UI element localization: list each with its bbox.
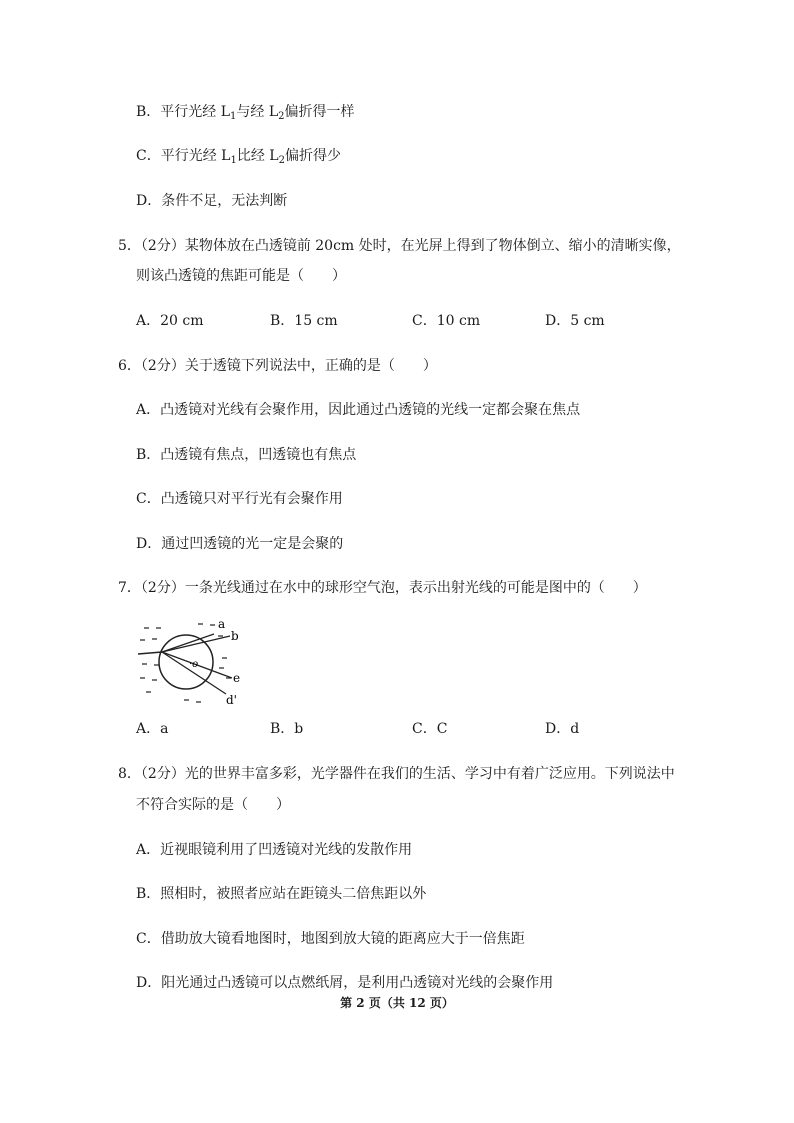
q8-option-b: B．照相时，被照者应站在距镜头二倍焦距以外	[136, 886, 427, 902]
label-a: a	[218, 617, 226, 631]
q8-option-a: A．近视眼镜利用了凹透镜对光线的发散作用	[136, 842, 413, 858]
label-o: ·o	[189, 659, 199, 670]
q4-option-d: D．条件不足，无法判断	[136, 193, 288, 209]
q4-option-c-pre: C．平行光经 L	[136, 148, 231, 164]
q5-option-a: A．20 cm	[136, 313, 204, 329]
q8-stem-line1: 8．（2分）光的世界丰富多彩，光学器件在我们的生活、学习中有着广泛应用。下列说法中	[118, 766, 675, 782]
q4-option-c	[136, 146, 341, 166]
page-footer: 第 2 页（共 12 页）	[340, 996, 454, 1010]
q6-option-a: A．凸透镜对光线有会聚作用，因此通过凸透镜的光线一定都会聚在焦点	[136, 402, 581, 418]
q4-option-b	[136, 102, 355, 122]
q4-option-c-mid: 比经 L	[236, 148, 279, 164]
q6-option-b: B．凸透镜有焦点，凹透镜也有焦点	[136, 447, 357, 463]
subscript: 1	[230, 111, 237, 122]
q5-stem-line2: 则该凸透镜的焦距可能是（ ）	[136, 268, 346, 284]
q8-option-d: D．阳光通过凸透镜可以点燃纸屑，是利用凸透镜对光线的会聚作用	[136, 975, 554, 991]
q8-option-c: C．借助放大镜看地图时，地图到放大镜的距离应大于一倍焦距	[136, 931, 525, 947]
label-b: b	[231, 629, 239, 643]
incident-ray	[138, 652, 162, 654]
subscript: 1	[230, 155, 237, 166]
label-d: d'	[226, 693, 237, 707]
q6-option-c: C．凸透镜只对平行光有会聚作用	[136, 491, 343, 507]
q4-option-b-pre: B．平行光经 L	[136, 104, 231, 120]
q5-stem-line1: 5．（2分）某物体放在凸透镜前 20cm 处时，在光屏上得到了物体倒立、缩小的清晰实像，	[118, 238, 681, 254]
q5-option-c: C．10 cm	[412, 313, 481, 329]
q4-option-b-mid: 与经 L	[236, 104, 279, 120]
q4-option-b-post: 偏折得一样	[284, 104, 355, 120]
q8-stem-line2: 不符合实际的是（ ）	[136, 797, 290, 813]
bubble-diagram	[134, 612, 246, 708]
subscript: 2	[278, 111, 285, 122]
q4-option-c-post: 偏折得少	[284, 148, 341, 164]
label-c: e	[233, 671, 241, 685]
q7-option-b: B．b	[270, 721, 304, 737]
q7-stem: 7．（2分）一条光线通过在水中的球形空气泡，表示出射光线的可能是图中的（ ）	[118, 580, 647, 596]
q6-option-d: D．通过凹透镜的光一定是会聚的	[136, 536, 344, 552]
q5-option-d: D．5 cm	[545, 313, 605, 329]
q7-option-d: D．d	[545, 721, 580, 737]
q7-option-c: C．C	[412, 721, 448, 737]
q7-option-a: A．a	[136, 721, 169, 737]
subscript: 2	[278, 155, 285, 166]
q5-option-b: B．15 cm	[270, 313, 338, 329]
q6-stem: 6．（2分）关于透镜下列说法中，正确的是（ ）	[118, 358, 437, 374]
